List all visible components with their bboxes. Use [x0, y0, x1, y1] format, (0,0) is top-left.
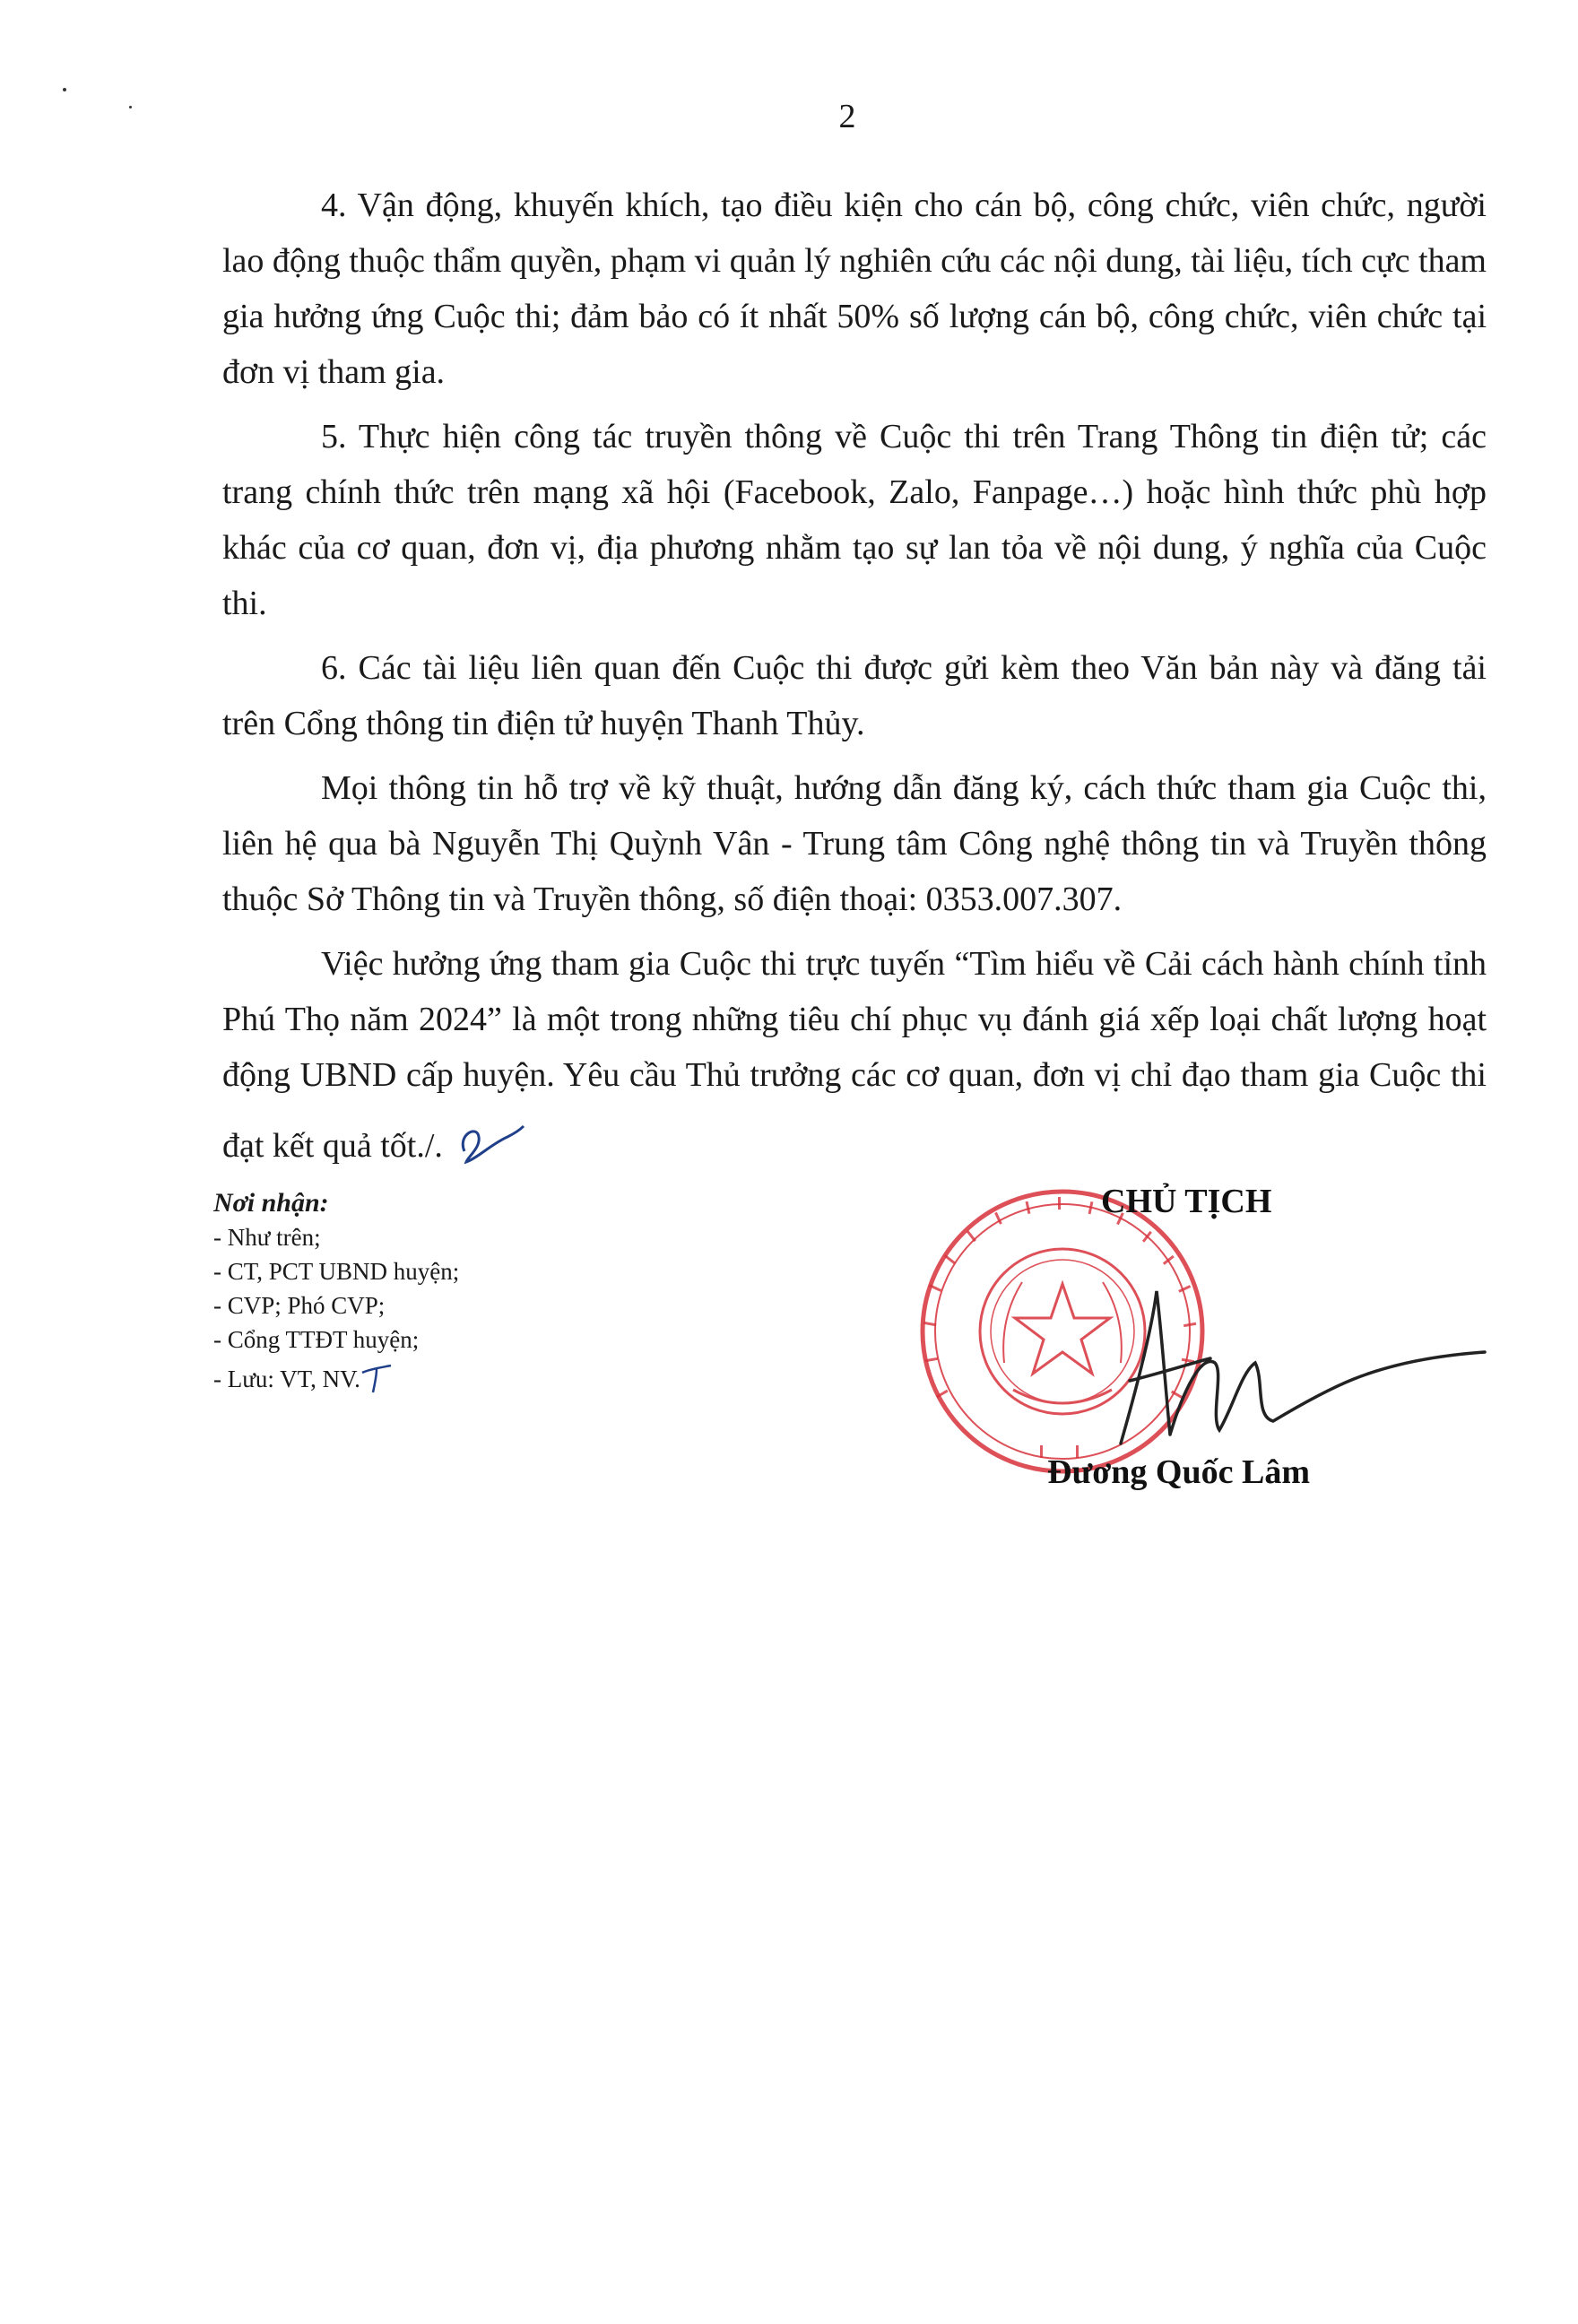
paragraph-item-6: 6. Các tài liệu liên quan đến Cuộc thi được gửi kèm theo Văn bản này và đăng tải trên Cổng thông tin điện tử huyện Thanh Thủy. — [222, 649, 1487, 742]
recipient-item: - CT, PCT UBND huyện; — [213, 1258, 460, 1285]
recipients-title: Nơi nhận: — [213, 1188, 329, 1218]
initials-mark-icon — [360, 1364, 393, 1394]
recipient-item: - Cổng TTĐT huyện; — [213, 1326, 420, 1353]
signature-block — [897, 1166, 1524, 1524]
recipient-item: - CVP; Phó CVP; — [213, 1292, 386, 1319]
signer-name: Đương Quốc Lâm — [1047, 1453, 1310, 1491]
paragraph-conclusion-text: Việc hưởng ứng tham gia Cuộc thi trực tuyến “Tìm hiểu về Cải cách hành chính tỉnh Phú Thọ năm 2024” là một trong những tiêu chí phục vụ đánh giá xếp loại chất lượng hoạt động UBND cấp huyện. Yêu cầu Thủ trưởng các cơ quan, đơn vị chỉ đạo tham gia Cuộc thi đạt kết quả tốt./. — [222, 945, 1487, 1165]
paragraph-item-5: 5. Thực hiện công tác truyền thông về Cuộc thi trên Trang Thông tin điện tử; các trang chính thức trên mạng xã hội (Facebook, Zalo, Fanpage…) hoặc hình thức phù hợp khác của cơ quan, đơn vị, địa phương nhằm tạo sự lan tỏa về nội dung, ý nghĩa của Cuộc thi. — [222, 418, 1487, 622]
paragraph-item-4: 4. Vận động, khuyến khích, tạo điều kiện cho cán bộ, công chức, viên chức, người lao động thuộc thẩm quyền, phạm vi quản lý nghiên cứu các nội dung, tài liệu, tích cực tham gia hưởng ứng Cuộc thi; đảm bảo có ít nhất 50% số lượng cán bộ, công chức, viên chức tại đơn vị tham gia. — [222, 186, 1487, 391]
recipients-list — [213, 1186, 751, 1396]
paragraph-contact-info: Mọi thông tin hỗ trợ về kỹ thuật, hướng dẫn đăng ký, cách thức tham gia Cuộc thi, liên hệ qua bà Nguyễn Thị Quỳnh Vân - Trung tâm Công nghệ thông tin và Truyền thông thuộc Sở Thông tin và Truyền thông, số điện thoại: 0353.007.307. — [222, 769, 1487, 918]
recipient-item — [213, 1357, 751, 1396]
document-body — [222, 178, 1487, 1183]
recipient-item: - Như trên; — [213, 1224, 321, 1251]
initials-mark-icon — [455, 1117, 527, 1171]
recipient-item-text: - Lưu: VT, NV. — [213, 1366, 360, 1392]
signer-title: CHỦ TỊCH — [1101, 1183, 1272, 1220]
paragraph-conclusion — [222, 936, 1487, 1174]
handwritten-signature-icon — [986, 1273, 1488, 1461]
page-number: 2 — [838, 98, 856, 135]
scan-speck — [63, 88, 66, 91]
